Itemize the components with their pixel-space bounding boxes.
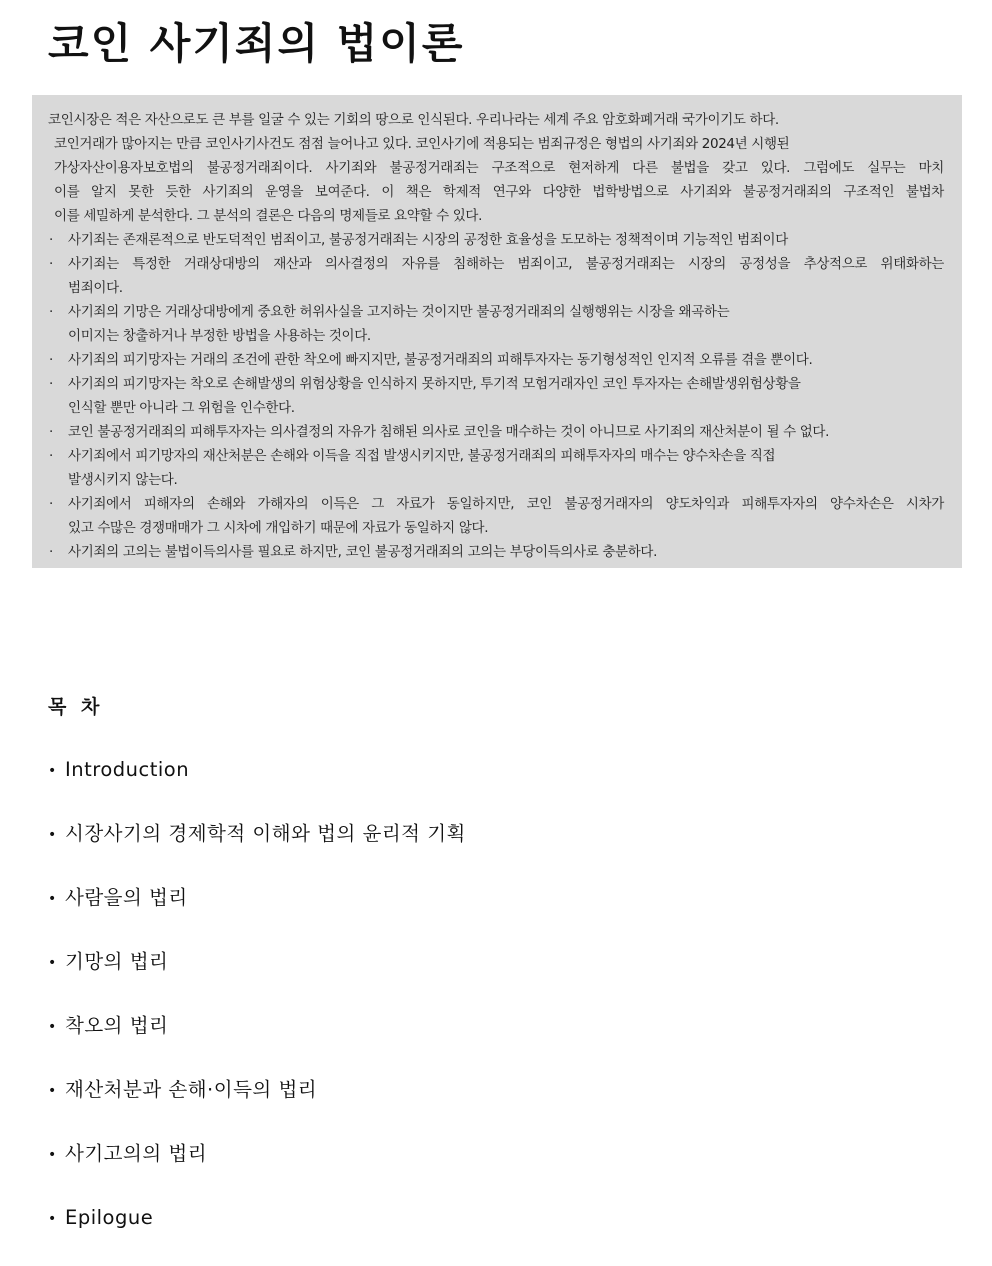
proposition-item <box>48 492 944 540</box>
bullet-dot: · <box>49 544 53 560</box>
bullet-dot: · <box>49 496 53 512</box>
toc-item-introduction[interactable] <box>48 754 466 818</box>
summary-box <box>32 95 962 568</box>
proposition-line: 사기죄의 기망은 거래상대방에게 중요한 허위사실을 고지하는 것이지만 불공정거래죄의 실행행위는 시장을 왜곡하는 <box>68 304 730 320</box>
intro-line: 코인거래가 많아지는 만큼 코인사기사건도 점점 늘어나고 있다. 코인사기에 적용되는 범죄규정은 형법의 사기죄와 2024년 시행된 <box>54 136 790 152</box>
proposition-item <box>48 348 944 372</box>
proposition-line: 코인 불공정거래죄의 피해투자자는 의사결정의 자유가 침해된 의사로 코인을 매수하는 것이 아니므로 사기죄의 재산처분이 될 수 없다. <box>68 424 830 440</box>
toc-heading: 목 차 <box>48 696 104 718</box>
bullet-icon: • <box>48 762 57 779</box>
bullet-icon: • <box>48 954 57 971</box>
intro-line: 코인시장은 적은 자산으로도 큰 부를 일굴 수 있는 기회의 땅으로 인식된다. 우리나라는 세계 주요 암호화폐거래 국가이기도 하다. <box>48 112 779 128</box>
proposition-line: 사기죄는 특정한 거래상대방의 재산과 의사결정의 자유를 침해하는 범죄이고, 불공정거래죄는 시장의 공정성을 추상적으로 위태화하는 <box>68 256 944 272</box>
bullet-icon: • <box>48 1082 57 1099</box>
toc-item-label: 시장사기의 경제학적 이해와 법의 윤리적 기획 <box>65 822 466 845</box>
toc-item-label: Introduction <box>65 758 190 781</box>
proposition-item <box>48 444 944 492</box>
proposition-line: 사기죄는 존재론적으로 반도덕적인 범죄이고, 불공정거래죄는 시장의 공정한 효율성을 도모하는 정책적이며 기능적인 범죄이다 <box>68 232 788 248</box>
proposition-line: 있고 수많은 경쟁매매가 그 시차에 개입하기 때문에 자료가 동일하지 않다. <box>68 520 489 536</box>
toc-item-label: 착오의 법리 <box>65 1014 169 1037</box>
intro-line: 이를 세밀하게 분석한다. 그 분석의 결론은 다음의 명제들로 요약할 수 있다. <box>54 208 483 224</box>
toc-item-intent[interactable] <box>48 1138 466 1202</box>
page-title: 코인 사기죄의 법이론 <box>48 19 465 68</box>
bullet-dot: · <box>49 232 53 248</box>
bullet-icon: • <box>48 1018 57 1035</box>
bullet-icon: • <box>48 890 57 907</box>
toc-item-epilogue[interactable] <box>48 1202 466 1266</box>
proposition-line: 사기죄의 고의는 불법이득의사를 필요로 하지만, 코인 불공정거래죄의 고의는 부당이득의사로 충분하다. <box>68 544 658 560</box>
proposition-line: 사기죄에서 피해자의 손해와 가해자의 이득은 그 자료가 동일하지만, 코인 불공정거래자의 양도차익과 피해투자자의 양수차손은 시차가 <box>68 496 944 512</box>
proposition-line: 사기죄에서 피기망자의 재산처분은 손해와 이득을 직접 발생시키지만, 불공정거래죄의 피해투자자의 매수는 양수차손을 직접 <box>68 448 776 464</box>
proposition-item <box>48 540 944 564</box>
proposition-line: 발생시키지 않는다. <box>68 472 178 488</box>
proposition-line: 이미지는 창출하거나 부정한 방법을 사용하는 것이다. <box>68 328 371 344</box>
toc-item-label: Epilogue <box>65 1206 154 1229</box>
bullet-dot: · <box>49 448 53 464</box>
bullet-icon: • <box>48 826 57 843</box>
toc-item-label: 재산처분과 손해·이득의 법리 <box>65 1078 318 1101</box>
toc-item-disposition[interactable] <box>48 1074 466 1138</box>
toc-item-label: 사람을의 법리 <box>65 886 188 909</box>
toc-item-person[interactable] <box>48 882 466 946</box>
toc-item-deception[interactable] <box>48 946 466 1010</box>
intro-line: 이를 알지 못한 듯한 사기죄의 운영을 보여준다. 이 책은 학제적 연구와 다양한 법학방법으로 사기죄와 불공정거래죄의 구조적인 불법차 <box>54 184 944 200</box>
proposition-line: 범죄이다. <box>68 280 123 296</box>
bullet-dot: · <box>49 304 53 320</box>
proposition-line: 사기죄의 피기망자는 거래의 조건에 관한 착오에 빠지지만, 불공정거래죄의 피해투자자는 동기형성적인 인지적 오류를 겪을 뿐이다. <box>68 352 813 368</box>
bullet-icon: • <box>48 1210 57 1227</box>
toc-item-label: 사기고의의 법리 <box>65 1142 208 1165</box>
bullet-dot: · <box>49 352 53 368</box>
proposition-item <box>48 228 944 252</box>
bullet-dot: · <box>49 256 53 272</box>
intro-line: 가상자산이용자보호법의 불공정거래죄이다. 사기죄와 불공정거래죄는 구조적으로 현저하게 다른 불법을 갖고 있다. 그럼에도 실무는 마치 <box>54 160 944 176</box>
bullet-dot: · <box>49 376 53 392</box>
proposition-item <box>48 300 944 348</box>
bullet-icon: • <box>48 1146 57 1163</box>
summary-intro <box>48 108 944 228</box>
toc-item-market-fraud[interactable] <box>48 818 466 882</box>
proposition-item <box>48 252 944 300</box>
proposition-item <box>48 420 944 444</box>
proposition-line: 사기죄의 피기망자는 착오로 손해발생의 위험상황을 인식하지 못하지만, 투기적 모험거래자인 코인 투자자는 손해발생위험상황을 <box>68 376 801 392</box>
proposition-item <box>48 372 944 420</box>
bullet-dot: · <box>49 424 53 440</box>
proposition-line: 인식할 뿐만 아니라 그 위험을 인수한다. <box>68 400 295 416</box>
proposition-list <box>48 228 944 564</box>
toc-item-label: 기망의 법리 <box>65 950 169 973</box>
table-of-contents <box>48 754 466 1266</box>
toc-item-error[interactable] <box>48 1010 466 1074</box>
